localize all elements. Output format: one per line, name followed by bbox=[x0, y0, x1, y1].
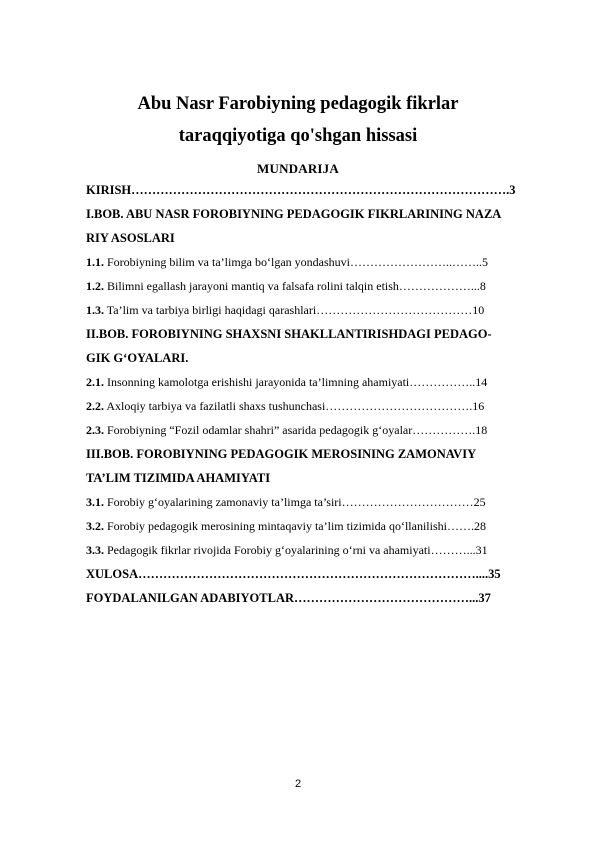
toc-entry bbox=[86, 206, 501, 222]
toc-heading: MUNDARIJA bbox=[257, 161, 339, 176]
toc-entry-text: III.BOB. FOROBIYNING PEDAGOGIK MEROSINING ZAMONAVIY bbox=[86, 447, 477, 461]
toc-entry bbox=[86, 398, 484, 414]
toc-entry-text: Bilimni egallash jarayoni mantiq va falsafa rolini talqin etish………………...8 bbox=[104, 279, 486, 293]
toc-entry-number: 1.3. bbox=[86, 303, 104, 317]
document-title-line-1: Abu Nasr Farobiyning pedagogik fikrlar bbox=[137, 94, 459, 114]
toc-entry-text: Forobiy pedagogik merosining mintaqaviy ta’lim tizimida qo‘llanilishi…….28 bbox=[104, 519, 486, 533]
toc-entry-text: Insonning kamolotga erishishi jarayonida ta’limning ahamiyati……………..14 bbox=[104, 375, 488, 389]
toc-entry-text: Forobiyning bilim va ta’limga bo‘lgan yondashuvi……………………..……..5 bbox=[104, 255, 488, 269]
toc-entry bbox=[86, 374, 487, 390]
toc-entry-text: Ta’lim va tarbiya birligi haqidagi qarashlari…………………………………10 bbox=[104, 303, 485, 317]
toc-entry-text: KIRISH……………………………………………………………………………….3 bbox=[86, 183, 516, 197]
toc-entry bbox=[86, 494, 486, 510]
toc-entry bbox=[86, 446, 476, 462]
document-title-line-2: taraqqiyotiga qo'shgan hissasi bbox=[178, 126, 418, 146]
toc-entry bbox=[86, 182, 516, 198]
toc-entry bbox=[86, 302, 484, 318]
toc-entry-text: II.BOB. FOROBIYNING SHAXSNI SHAKLLANTIRISHDAGI PEDAGO- bbox=[86, 327, 492, 341]
toc-entry-number: 2.3. bbox=[86, 423, 104, 437]
toc-entry-text: Pedagogik fikrlar rivojida Forobiy g‘oyalarining o‘rni va ahamiyati………...31 bbox=[104, 543, 488, 557]
toc-entry-number: 3.3. bbox=[86, 543, 104, 557]
toc-entry bbox=[86, 470, 270, 486]
toc-entry bbox=[86, 278, 486, 294]
toc-entry-number: 2.1. bbox=[86, 375, 104, 389]
toc-entry bbox=[86, 422, 487, 438]
toc-entry bbox=[86, 254, 488, 270]
toc-entry-text: FOYDALANILGAN ADABIYOTLAR……………………………………...37 bbox=[86, 591, 491, 605]
toc-entry bbox=[86, 350, 188, 366]
toc-entry-text: Axloqiy tarbiya va fazilatli shaxs tushunchasi……………………………….16 bbox=[104, 399, 485, 413]
toc-entry bbox=[86, 326, 492, 342]
toc-entry-text: XULOSA………………………………………………………………………....35 bbox=[86, 567, 501, 581]
toc-entry-text: GIK G‘OYALARI. bbox=[86, 351, 189, 365]
toc-entry-text: I.BOB. ABU NASR FOROBIYNING PEDAGOGIK FIKRLARINING NAZA bbox=[86, 207, 502, 221]
page-number: 2 bbox=[294, 778, 302, 790]
toc-entry-number: 3.2. bbox=[86, 519, 104, 533]
toc-entry-text: Forobiyning “Fozil odamlar shahri” asarida pedagogik g‘oyalar…………….18 bbox=[104, 423, 488, 437]
toc-entry-text: TA’LIM TIZIMIDA AHAMIYATI bbox=[86, 471, 271, 485]
toc-entry bbox=[86, 566, 501, 582]
toc-entry-number: 1.1. bbox=[86, 255, 104, 269]
toc-entry-number: 2.2. bbox=[86, 399, 104, 413]
toc-entry-number: 3.1. bbox=[86, 495, 104, 509]
toc-entry-number: 1.2. bbox=[86, 279, 104, 293]
toc-entry bbox=[86, 230, 175, 246]
toc-entry bbox=[86, 590, 491, 606]
toc-entry-text: Forobiy g‘oyalarining zamonaviy ta’limga ta’siri……………………………25 bbox=[104, 495, 486, 509]
toc-entry bbox=[86, 542, 488, 558]
toc-entry-text: RIY ASOSLARI bbox=[86, 231, 175, 245]
toc-entry bbox=[86, 518, 486, 534]
